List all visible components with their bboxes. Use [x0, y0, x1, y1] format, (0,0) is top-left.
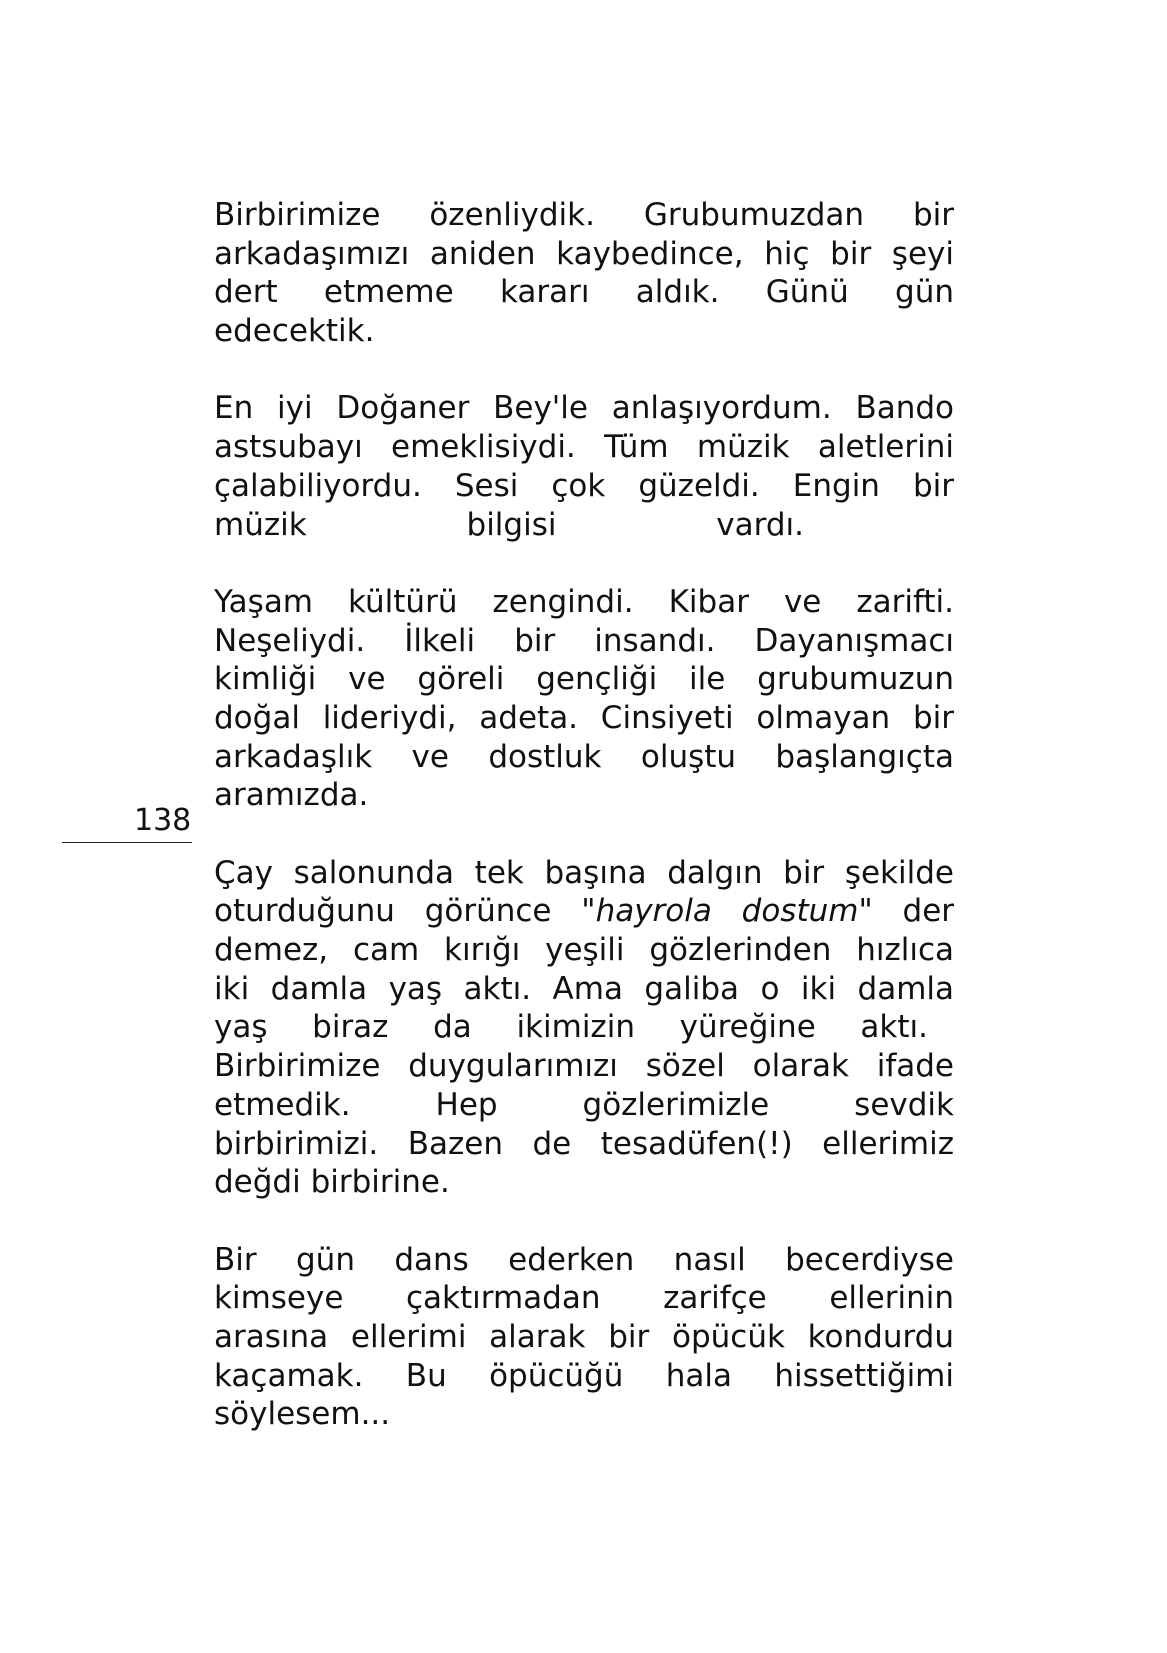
text-line: değdi birbirine.: [214, 1164, 450, 1201]
text-line: Yaşam kültürü zengindi. Kibar ve zarifti.: [214, 583, 954, 620]
paragraph-3: [214, 583, 954, 815]
text-line: edecektik.: [214, 313, 375, 350]
text-line: kaçamak. Bu öpücüğü hala hissettiğimi: [214, 1357, 954, 1394]
text-line: dert etmeme kararı aldık. Günü gün: [214, 274, 954, 311]
page-number: 138: [134, 803, 192, 838]
text-line: Birbirimize duygularımızı sözel olarak ifade: [214, 1048, 954, 1085]
text-segment: oturduğunu görünce ": [214, 893, 596, 930]
text-line: arkadaşlık ve dostluk oluştu başlangıçta: [214, 738, 954, 775]
text-line: En iyi Doğaner Bey'le anlaşıyordum. Bando: [214, 390, 954, 427]
text-segment: " der: [858, 893, 954, 930]
text-line: Birbirimize özenliydik. Grubumuzdan bir: [214, 197, 954, 233]
text-line: arasına ellerimi alarak bir öpücük kondurdu: [214, 1318, 954, 1355]
paragraph-4: [214, 854, 954, 1202]
text-line: aramızda.: [214, 777, 369, 814]
text-line: doğal lideriydi, adeta. Cinsiyeti olmayan bir: [214, 699, 954, 736]
text-line: etmedik. Hep gözlerimizle sevdik: [214, 1086, 954, 1123]
text-line: arkadaşımızı aniden kaybedince, hiç bir şeyi: [214, 235, 954, 272]
text-line: Bir gün dans ederken nasıl becerdiyse: [214, 1241, 954, 1278]
text-line: kimliği ve göreli gençliği ile grubumuzun: [214, 661, 954, 698]
text-line: [214, 892, 954, 931]
text-line: iki damla yaş aktı. Ama galiba o iki damla: [214, 970, 954, 1007]
paragraph-1: [214, 196, 954, 351]
text-line: müzik bilgisi vardı.: [214, 506, 804, 543]
text-line: Neşeliydi. İlkeli bir insandı. Dayanışmacı: [214, 622, 954, 659]
paragraph-5: [214, 1241, 954, 1434]
text-line: söylesem...: [214, 1396, 391, 1433]
text-line: birbirimizi. Bazen de tesadüfen(!) ellerimiz: [214, 1125, 954, 1162]
text-line: yaş biraz da ikimizin yüreğine aktı.: [214, 1009, 928, 1046]
text-line: kimseye çaktırmadan zarifçe ellerinin: [214, 1280, 954, 1317]
body-text: [214, 196, 954, 1473]
text-line: demez, cam kırığı yeşili gözlerinden hızlıca: [214, 932, 954, 969]
italic-phrase: hayrola dostum: [595, 893, 859, 930]
text-line: Çay salonunda tek başına dalgın bir şekilde: [214, 854, 954, 891]
paragraph-2: [214, 389, 954, 544]
page-number-rule: [62, 842, 192, 843]
text-line: astsubayı emeklisiydi. Tüm müzik aletlerini: [214, 429, 954, 466]
text-line: çalabiliyordu. Sesi çok güzeldi. Engin bir: [214, 467, 954, 504]
